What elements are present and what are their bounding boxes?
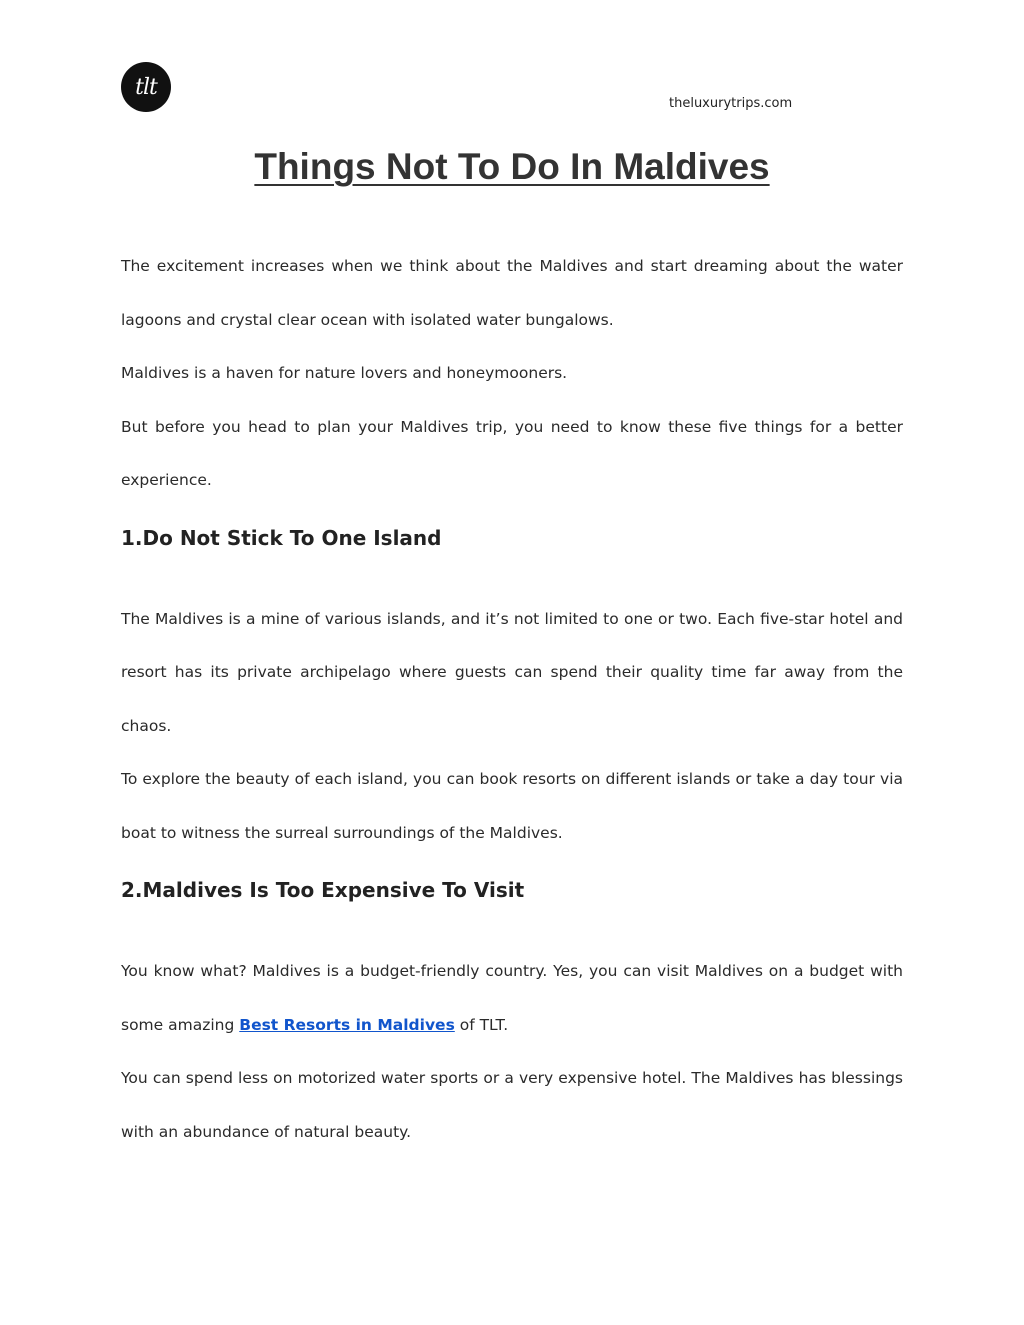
section-heading: 1.Do Not Stick To One Island — [121, 525, 442, 550]
section-paragraph: You can spend less on motorized water sports or a very expensive hotel. The Maldives has blessings with an abundance of natural beauty. — [121, 1069, 903, 1141]
section-paragraph: The Maldives is a mine of various islands, and it’s not limited to one or two. Each five-star hotel and resort has its private archipelago where guests can spend their quality time far away from the chaos. — [121, 609, 903, 735]
site-url: theluxurytrips.com — [669, 96, 793, 111]
article-body — [121, 240, 903, 1159]
logo-text: tlt — [135, 74, 157, 100]
intro-paragraph: The excitement increases when we think about the Maldives and start dreaming about the water lagoons and crystal clear ocean with isolated water bungalows. — [121, 257, 903, 329]
best-resorts-link[interactable]: Best Resorts in Maldives — [239, 1015, 455, 1034]
intro-paragraph: But before you head to plan your Maldives trip, you need to know these five things for a better experience. — [121, 417, 903, 489]
section-paragraph: To explore the beauty of each island, you can book resorts on different islands or take a day tour via boat to witness the surreal surroundings of the Maldives. — [121, 770, 903, 842]
paragraph-text: You know what? Maldives is a budget-friendly country. Yes, you can visit Maldives on a budget with some amazing — [121, 962, 903, 1034]
paragraph-text: of TLT. — [454, 1015, 509, 1034]
section-heading: 2.Maldives Is Too Expensive To Visit — [121, 878, 525, 902]
section-paragraph — [121, 945, 903, 1052]
intro-paragraph: Maldives is a haven for nature lovers and honeymooners. — [121, 364, 568, 382]
page-title: Things Not To Do In Maldives — [254, 146, 770, 187]
site-logo[interactable] — [121, 62, 171, 112]
